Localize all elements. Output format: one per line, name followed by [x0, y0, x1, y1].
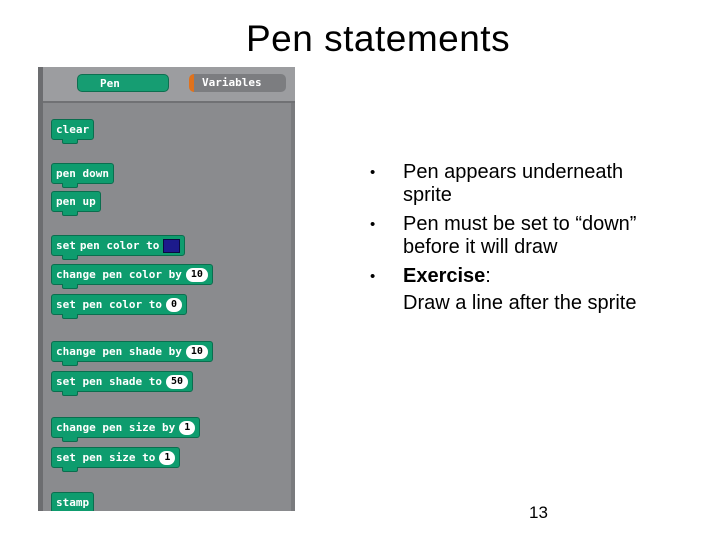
category-bar — [43, 67, 295, 103]
bullet-item — [370, 213, 670, 259]
block-label: set pen color to — [56, 298, 162, 311]
number-input[interactable]: 0 — [166, 298, 182, 312]
change-pen-color-block[interactable] — [51, 264, 213, 285]
number-input[interactable]: 1 — [179, 421, 195, 435]
set-pen-size-block[interactable] — [51, 447, 180, 468]
palette-scrollbar[interactable] — [291, 103, 295, 511]
block-label: clear — [56, 123, 90, 136]
block-label: set — [56, 239, 76, 252]
block-label: pen up — [56, 195, 96, 208]
number-input[interactable]: 10 — [186, 268, 208, 282]
number-input[interactable]: 1 — [159, 451, 175, 465]
bullet-glyph: • — [370, 268, 376, 285]
bullet-glyph: • — [370, 216, 376, 233]
block-label: change pen shade by — [56, 345, 182, 358]
exercise-text: Draw a line after the sprite — [403, 292, 637, 314]
change-pen-size-block[interactable] — [51, 417, 200, 438]
bullet-text: Pen must be set to “down” before it will draw — [403, 213, 637, 258]
stamp-block[interactable] — [51, 492, 94, 511]
scratch-blocks-palette — [38, 67, 295, 511]
bullet-glyph: • — [370, 164, 376, 181]
bullet-text: Pen appears underneath sprite — [403, 161, 624, 206]
bullet-text: : — [485, 265, 491, 287]
block-keyword: pen color to — [79, 239, 160, 252]
pen-down-block[interactable] — [51, 163, 114, 184]
block-label: change pen size by — [56, 421, 176, 434]
block-label: pen down — [56, 167, 109, 180]
page-number: 13 — [529, 503, 548, 522]
block-label: change pen color by — [56, 268, 182, 281]
bullet-list — [370, 161, 670, 315]
slide-title: Pen statements — [246, 18, 511, 59]
block-label: set pen shade to — [56, 375, 162, 388]
clear-block[interactable] — [51, 119, 94, 140]
bullet-text-bold: Exercise — [403, 265, 486, 287]
number-input[interactable]: 50 — [166, 375, 188, 389]
block-label: set pen size to — [56, 451, 156, 464]
set-pen-color-swatch-block[interactable] — [51, 235, 185, 256]
bullet-item — [370, 265, 670, 288]
number-input[interactable]: 10 — [186, 345, 208, 359]
block-label: stamp — [56, 496, 90, 509]
category-variables-button[interactable]: Variables — [189, 74, 286, 92]
set-pen-shade-block[interactable] — [51, 371, 193, 392]
color-swatch[interactable] — [163, 239, 180, 253]
pen-up-block[interactable] — [51, 191, 101, 212]
bullet-item — [370, 161, 670, 207]
category-pen-button[interactable]: Pen — [77, 74, 169, 92]
change-pen-shade-block[interactable] — [51, 341, 213, 362]
set-pen-color-number-block[interactable] — [51, 294, 187, 315]
